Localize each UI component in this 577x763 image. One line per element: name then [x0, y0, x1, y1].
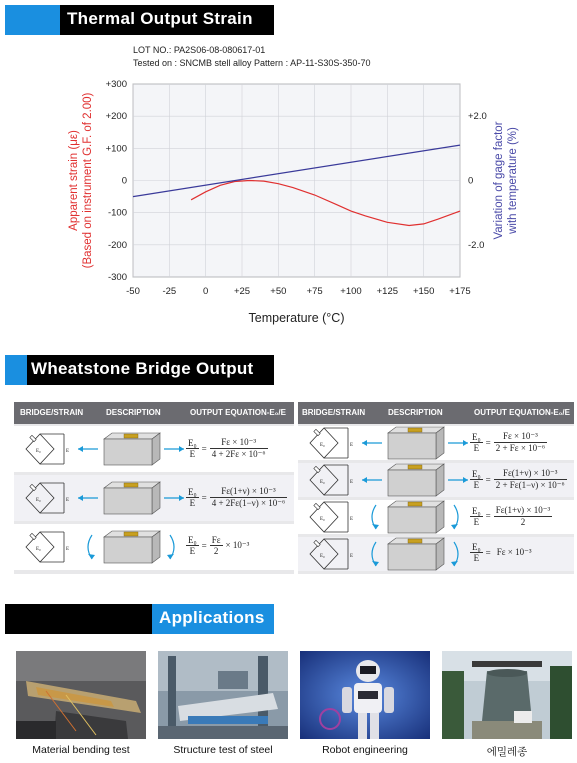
eq-lhs-num: E₀: [472, 542, 481, 552]
wheatstone-row: [14, 426, 294, 472]
header-accent: [5, 355, 27, 385]
wheatstone-table-left: [14, 402, 294, 574]
eq-lhs-num: E₀: [472, 505, 481, 516]
material-bending-photo: [16, 651, 146, 739]
svg-text:E: E: [350, 443, 354, 448]
output-equation: [470, 542, 535, 563]
wheatstone-row: [298, 463, 574, 497]
eq-numerator: Fε(1+ν) × 10⁻³: [495, 505, 551, 515]
svg-text:E: E: [66, 498, 70, 503]
eq-numerator: Fε: [211, 535, 221, 545]
eq-sign: =: [201, 443, 207, 454]
strain-block-diagram: [360, 534, 470, 579]
output-equation: [470, 431, 547, 454]
y-axis-label-left: (Based on instrument G.F. of 2.00): [82, 92, 94, 269]
svg-text:E₀: E₀: [36, 449, 41, 454]
x-tick-label: +125: [376, 286, 399, 297]
bridge-diagram: [306, 536, 354, 572]
caption-steel-structure: Structure test of steel: [173, 744, 273, 756]
bridge-diagram: [22, 529, 70, 565]
eq-denominator: 2 + Fε(1−ν) × 10⁻⁶: [495, 480, 565, 490]
output-equation: [186, 535, 252, 556]
eq-sign: =: [201, 492, 207, 503]
eq-denominator: 2: [520, 517, 526, 527]
emille-bell-photo: [442, 651, 572, 739]
caption-emille-bell: 에밀레종: [486, 746, 528, 758]
svg-text:E: E: [66, 547, 70, 552]
svg-text:E₀: E₀: [320, 554, 325, 559]
eq-lhs-num: E₀: [472, 432, 481, 442]
lot-number: LOT NO.: PA2S06-08-080617-01: [133, 45, 266, 55]
eq-sign: =: [485, 437, 491, 448]
strain-block-diagram: [76, 429, 186, 474]
x-tick-label: +175: [449, 286, 471, 297]
wheatstone-row: [298, 500, 574, 534]
x-tick-label: -50: [126, 286, 140, 297]
y-axis-label-right: with temperature (%): [507, 127, 519, 234]
y-tick-label: -300: [107, 272, 127, 283]
bridge-diagram: [306, 425, 354, 461]
x-tick-label: +150: [412, 286, 435, 297]
bridge-diagram: [22, 431, 70, 467]
svg-text:E₀: E₀: [320, 480, 325, 485]
col-bridge-strain: BRIDGE/STRAIN: [20, 408, 84, 417]
output-equation: [470, 505, 552, 527]
eq-lhs-den: E: [189, 498, 196, 508]
strain-block-diagram: [76, 527, 186, 572]
y-axis-label-left: Apparent strain (με): [68, 130, 80, 231]
svg-text:E₀: E₀: [36, 547, 41, 552]
eq-numerator: Fε × 10⁻³: [210, 437, 268, 449]
output-equation: [186, 486, 287, 509]
eq-lhs-den: E: [189, 546, 196, 556]
eq-lhs-den: E: [473, 443, 480, 453]
col-output-equation: OUTPUT EQUATION-E₀/E: [190, 408, 286, 417]
x-tick-label: +100: [340, 286, 362, 297]
wheatstone-section-header: [5, 355, 274, 385]
svg-text:E₀: E₀: [320, 517, 325, 522]
x-tick-label: +50: [270, 286, 287, 297]
x-tick-label: 0: [203, 286, 209, 297]
robot-engineering-photo: [300, 651, 430, 739]
eq-lhs-num: E₀: [472, 469, 481, 479]
bridge-diagram: [22, 480, 70, 516]
eq-sign: =: [485, 511, 491, 521]
eq-tail: Fε × 10⁻³: [496, 547, 532, 557]
x-tick-label: +25: [233, 286, 251, 297]
eq-lhs-den: E: [189, 449, 196, 459]
y-axis-label-right: Variation of gage factor: [493, 121, 505, 240]
applications-section-title: Applications: [159, 608, 265, 627]
bridge-diagram: [306, 499, 354, 535]
y-tick-label: 0: [121, 175, 127, 187]
eq-denominator: 4 + 2Fε × 10⁻⁶: [211, 449, 266, 459]
wheatstone-row: [298, 537, 574, 571]
svg-text:E: E: [350, 517, 354, 522]
test-info: Tested on : SNCMB stell alloy Pattern : AP-11-S30S-350-70: [133, 58, 371, 68]
col-description: DESCRIPTION: [106, 408, 161, 417]
table-header: [298, 402, 574, 424]
wheatstone-row: [14, 475, 294, 521]
y2-tick-label: 0: [468, 175, 474, 187]
output-equation: [186, 437, 268, 460]
col-description: DESCRIPTION: [388, 408, 443, 417]
col-bridge-strain: BRIDGE/STRAIN: [302, 408, 366, 417]
wheatstone-table-right: [298, 402, 574, 574]
y-tick-label: +100: [105, 143, 127, 155]
applications-section-header: [5, 604, 274, 634]
x-tick-label: -25: [162, 286, 177, 297]
strain-block-diagram: [76, 478, 186, 523]
eq-lhs-den: E: [473, 553, 480, 563]
y2-tick-label: +2.0: [468, 111, 487, 123]
wheatstone-row: [14, 524, 294, 570]
y-tick-label: +300: [105, 79, 127, 90]
eq-lhs-num: E₀: [188, 487, 197, 497]
thermal-output-chart: [0, 0, 577, 340]
eq-denominator: 4 + 2Fε(1−ν) × 10⁻⁶: [211, 498, 286, 508]
caption-material-bending: Material bending test: [32, 744, 130, 756]
table-header: [14, 402, 294, 424]
eq-lhs-num: E₀: [188, 535, 197, 545]
svg-text:E: E: [66, 449, 70, 454]
wheatstone-section-title: Wheatstone Bridge Output: [31, 359, 254, 378]
y2-tick-label: -2.0: [468, 239, 485, 251]
thermal-section-title: Thermal Output Strain: [67, 9, 253, 28]
eq-denominator: 2 + Fε × 10⁻⁶: [495, 443, 546, 453]
caption-robot-engineering: Robot engineering: [322, 744, 408, 756]
eq-sign: =: [201, 540, 207, 551]
steel-structure-photo: [158, 651, 288, 739]
eq-lhs-num: E₀: [188, 438, 197, 448]
eq-numerator: Fε(1+ν) × 10⁻³: [210, 486, 287, 498]
y-tick-label: +200: [105, 111, 127, 123]
y-tick-label: -100: [107, 207, 127, 219]
x-axis-label: Temperature (°C): [248, 311, 345, 325]
y-tick-label: -200: [107, 239, 127, 251]
bridge-diagram: [306, 462, 354, 498]
svg-text:E₀: E₀: [320, 443, 325, 448]
eq-numerator: Fε × 10⁻³: [494, 431, 547, 443]
col-output-equation: OUTPUT EQUATION-E₀/E: [474, 408, 570, 417]
x-tick-label: +75: [306, 286, 323, 297]
wheatstone-row: [298, 426, 574, 460]
eq-numerator: Fε(1+ν) × 10⁻³: [494, 468, 567, 480]
eq-denominator: 2: [213, 546, 219, 556]
svg-text:E: E: [350, 554, 354, 559]
eq-sign: =: [485, 547, 491, 558]
eq-tail: × 10⁻³: [225, 540, 250, 550]
eq-lhs-den: E: [473, 480, 480, 490]
svg-text:E₀: E₀: [36, 498, 41, 503]
eq-sign: =: [485, 474, 491, 485]
svg-text:E: E: [350, 480, 354, 485]
eq-lhs-den: E: [473, 516, 480, 527]
output-equation: [470, 468, 567, 491]
